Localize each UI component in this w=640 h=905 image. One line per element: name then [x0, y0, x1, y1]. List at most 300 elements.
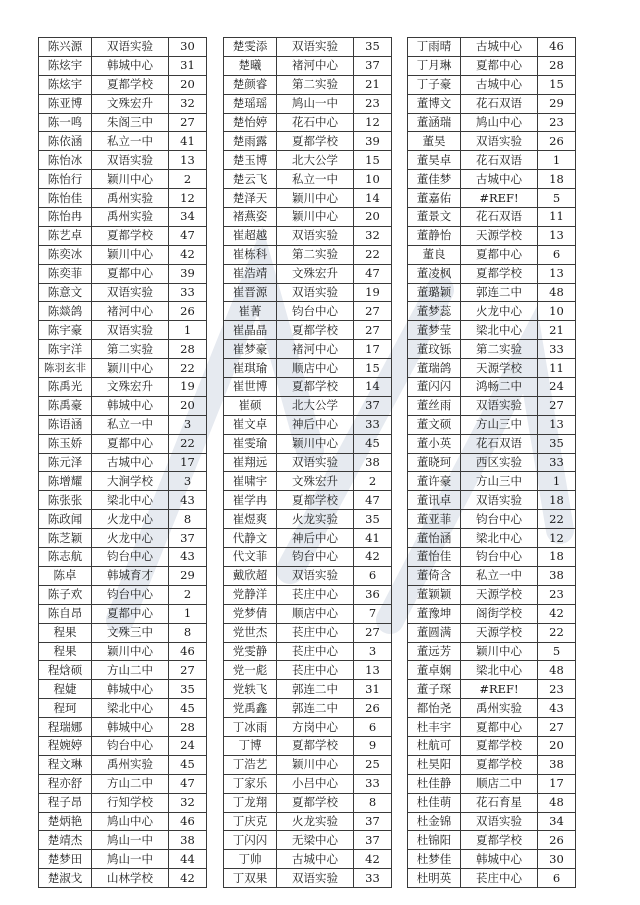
table-row	[224, 718, 392, 737]
school-cell: 西区实验	[461, 453, 538, 472]
number-cell: 2	[354, 472, 392, 491]
school-cell: 夏都学校	[277, 378, 354, 397]
student-name-cell: 董豫坤	[408, 604, 461, 623]
number-cell: 42	[538, 604, 576, 623]
school-cell: 双语实验	[277, 453, 354, 472]
table-row	[39, 718, 207, 737]
student-name-cell: 楚云飞	[224, 170, 277, 189]
student-name-cell: 楚雯添	[224, 38, 277, 57]
school-cell: 韩城中心	[92, 680, 169, 699]
school-cell: 鸿畅二中	[461, 378, 538, 397]
table-row	[408, 755, 576, 774]
school-cell: 韩城中心	[92, 718, 169, 737]
student-name-cell: 丁月琳	[408, 56, 461, 75]
number-cell: 8	[354, 793, 392, 812]
school-cell: 钧台中心	[277, 548, 354, 567]
table-row	[408, 132, 576, 151]
table-row	[39, 113, 207, 132]
table-row	[408, 434, 576, 453]
student-name-cell: 杜明英	[408, 869, 461, 888]
student-name-cell: 党一彪	[224, 661, 277, 680]
student-name-cell: 董丝雨	[408, 396, 461, 415]
school-cell: 颖川中心	[277, 755, 354, 774]
table-row	[224, 396, 392, 415]
number-cell: 24	[538, 378, 576, 397]
table-row	[224, 831, 392, 850]
student-name-cell: 程婕	[39, 680, 92, 699]
school-cell: 褚河中心	[277, 56, 354, 75]
table-row	[408, 661, 576, 680]
table-row	[408, 472, 576, 491]
table-row	[408, 415, 576, 434]
table-row	[39, 75, 207, 94]
student-name-cell: 董昊卓	[408, 151, 461, 170]
school-cell: 双语实验	[461, 491, 538, 510]
school-cell: 郭连二中	[461, 283, 538, 302]
number-cell: 17	[354, 340, 392, 359]
number-cell: 27	[354, 302, 392, 321]
school-cell: 花石双语	[461, 94, 538, 113]
school-cell: 私立一中	[461, 566, 538, 585]
number-cell: 29	[538, 94, 576, 113]
number-cell: 28	[538, 56, 576, 75]
student-name-cell: 楚淑戈	[39, 869, 92, 888]
number-cell: 1	[538, 472, 576, 491]
school-cell: 夏都学校	[461, 755, 538, 774]
school-cell: 夏都学校	[277, 321, 354, 340]
table-row	[408, 245, 576, 264]
school-cell: 颖川中心	[461, 642, 538, 661]
student-name-cell: 董景文	[408, 208, 461, 227]
school-cell: 双语实验	[277, 283, 354, 302]
student-name-cell: 杜锦阳	[408, 831, 461, 850]
number-cell: 33	[354, 415, 392, 434]
number-cell: 24	[169, 736, 207, 755]
table-row	[408, 264, 576, 283]
student-name-cell: 崔栋科	[224, 245, 277, 264]
number-cell: 17	[169, 453, 207, 472]
student-name-cell: 陈羽玄非	[39, 359, 92, 378]
number-cell: 26	[538, 132, 576, 151]
student-name-cell: 楚靖杰	[39, 831, 92, 850]
school-cell: 神后中心	[277, 529, 354, 548]
table-row	[224, 283, 392, 302]
table-row	[39, 208, 207, 227]
school-cell: 夏都学校	[277, 491, 354, 510]
school-cell: 梁北中心	[461, 661, 538, 680]
number-cell: 41	[354, 529, 392, 548]
school-cell: #REF!	[461, 189, 538, 208]
number-cell: 42	[354, 548, 392, 567]
student-name-cell: 都怡尧	[408, 699, 461, 718]
number-cell: 33	[354, 869, 392, 888]
number-cell: 32	[169, 793, 207, 812]
school-cell: 私立一中	[277, 170, 354, 189]
number-cell: 47	[354, 491, 392, 510]
table-row	[408, 585, 576, 604]
number-cell: 35	[169, 680, 207, 699]
school-cell: 双语实验	[461, 812, 538, 831]
table-row	[224, 170, 392, 189]
school-cell: 方岗中心	[277, 718, 354, 737]
number-cell: 17	[538, 774, 576, 793]
table-row	[224, 151, 392, 170]
school-cell: 古城中心	[277, 850, 354, 869]
number-cell: 9	[354, 736, 392, 755]
table-row	[224, 585, 392, 604]
table-row	[408, 680, 576, 699]
table-row	[408, 94, 576, 113]
school-cell: 禹州实验	[461, 699, 538, 718]
table-row	[408, 321, 576, 340]
student-name-cell: 董闪闪	[408, 378, 461, 397]
table-row	[408, 56, 576, 75]
number-cell: 13	[538, 226, 576, 245]
student-name-cell: 党梦倩	[224, 604, 277, 623]
school-cell: 颖川中心	[92, 245, 169, 264]
table-row	[39, 755, 207, 774]
number-cell: 13	[538, 415, 576, 434]
student-name-cell: 程瑞娜	[39, 718, 92, 737]
school-cell: 梁北中心	[461, 529, 538, 548]
student-name-cell: 董静怡	[408, 226, 461, 245]
school-cell: 双语实验	[277, 566, 354, 585]
school-cell: 火龙中心	[461, 302, 538, 321]
table-row	[39, 56, 207, 75]
number-cell: 39	[354, 132, 392, 151]
student-name-cell: 陈张张	[39, 491, 92, 510]
school-cell: 花石双语	[461, 151, 538, 170]
number-cell: 15	[354, 359, 392, 378]
student-name-cell: 陈禹豪	[39, 396, 92, 415]
number-cell: 1	[538, 151, 576, 170]
number-cell: 18	[538, 170, 576, 189]
student-name-cell: 丁浩艺	[224, 755, 277, 774]
number-cell: 33	[354, 774, 392, 793]
student-name-cell: 崔超越	[224, 226, 277, 245]
student-name-cell: 董凌枫	[408, 264, 461, 283]
student-name-cell: 陈兴源	[39, 38, 92, 57]
table-row	[39, 94, 207, 113]
school-cell: 夏都学校	[92, 226, 169, 245]
student-name-cell: 程果	[39, 642, 92, 661]
number-cell: 10	[538, 302, 576, 321]
school-cell: 夏都学校	[277, 132, 354, 151]
number-cell: 23	[538, 585, 576, 604]
table-row	[224, 56, 392, 75]
table-row	[39, 340, 207, 359]
number-cell: 33	[538, 340, 576, 359]
number-cell: 6	[538, 869, 576, 888]
student-name-cell: 陈政闻	[39, 510, 92, 529]
table-row	[224, 378, 392, 397]
student-name-cell: 陈依涵	[39, 132, 92, 151]
number-cell: 19	[169, 378, 207, 397]
school-cell: 文殊三中	[92, 623, 169, 642]
number-cell: 12	[169, 189, 207, 208]
school-cell: 火龙中心	[92, 510, 169, 529]
school-cell: 苌庄中心	[461, 869, 538, 888]
number-cell: 35	[538, 434, 576, 453]
school-cell: 北大公学	[277, 396, 354, 415]
table-row	[408, 812, 576, 831]
number-cell: 23	[354, 94, 392, 113]
number-cell: 30	[169, 38, 207, 57]
student-name-cell: 崔晶晶	[224, 321, 277, 340]
school-cell: #REF!	[461, 680, 538, 699]
school-cell: 北大公学	[277, 151, 354, 170]
table-row	[39, 793, 207, 812]
roster-table-column-2	[223, 37, 392, 888]
student-name-cell: 楚颜睿	[224, 75, 277, 94]
number-cell: 37	[354, 396, 392, 415]
number-cell: 34	[169, 208, 207, 227]
school-cell: 第二实验	[277, 245, 354, 264]
student-name-cell: 党轶飞	[224, 680, 277, 699]
student-name-cell: 杜昊阳	[408, 755, 461, 774]
school-cell: 方山三中	[461, 472, 538, 491]
number-cell: 3	[169, 472, 207, 491]
number-cell: 27	[354, 623, 392, 642]
school-cell: 韩城中心	[92, 56, 169, 75]
student-name-cell: 崔梦豪	[224, 340, 277, 359]
student-name-cell: 杜佳萌	[408, 793, 461, 812]
number-cell: 36	[354, 585, 392, 604]
number-cell: 46	[169, 812, 207, 831]
school-cell: 古城中心	[461, 38, 538, 57]
school-cell: 火龙实验	[277, 510, 354, 529]
school-cell: 古城中心	[92, 453, 169, 472]
school-cell: 朱阁三中	[92, 113, 169, 132]
number-cell: 28	[169, 340, 207, 359]
student-name-cell: 丁闪闪	[224, 831, 277, 850]
school-cell: 夏都学校	[277, 736, 354, 755]
table-row	[39, 226, 207, 245]
student-name-cell: 楚梦田	[39, 850, 92, 869]
number-cell: 13	[354, 661, 392, 680]
student-name-cell: 楚雨露	[224, 132, 277, 151]
number-cell: 3	[169, 415, 207, 434]
student-name-cell: 董佳梦	[408, 170, 461, 189]
school-cell: 梁北中心	[92, 699, 169, 718]
student-name-cell: 董涵瑞	[408, 113, 461, 132]
table-row	[39, 661, 207, 680]
number-cell: 20	[169, 75, 207, 94]
student-name-cell: 程亦舒	[39, 774, 92, 793]
school-cell: 夏都学校	[461, 736, 538, 755]
school-cell: 顺店中心	[277, 604, 354, 623]
table-row	[408, 189, 576, 208]
student-name-cell: 董倚含	[408, 566, 461, 585]
table-row	[39, 491, 207, 510]
school-cell: 火龙实验	[277, 812, 354, 831]
table-row	[408, 208, 576, 227]
student-name-cell: 崔晋源	[224, 283, 277, 302]
student-name-cell: 杜梦佳	[408, 850, 461, 869]
student-name-cell: 党禹鑫	[224, 699, 277, 718]
table-row	[224, 302, 392, 321]
school-cell: 钧台中心	[92, 736, 169, 755]
student-name-cell: 程果	[39, 623, 92, 642]
table-row	[408, 566, 576, 585]
student-name-cell: 陈怡冉	[39, 208, 92, 227]
school-cell: 夏都学校	[461, 831, 538, 850]
student-name-cell: 杜航可	[408, 736, 461, 755]
table-row	[39, 604, 207, 623]
student-name-cell: 董亚菲	[408, 510, 461, 529]
number-cell: 31	[354, 680, 392, 699]
number-cell: 19	[354, 283, 392, 302]
school-cell: 古城中心	[461, 75, 538, 94]
student-name-cell: 党雯静	[224, 642, 277, 661]
number-cell: 42	[169, 869, 207, 888]
number-cell: 14	[354, 189, 392, 208]
student-name-cell: 程文琳	[39, 755, 92, 774]
number-cell: 13	[538, 264, 576, 283]
number-cell: 12	[354, 113, 392, 132]
table-row	[39, 585, 207, 604]
table-row	[408, 302, 576, 321]
number-cell: 44	[169, 850, 207, 869]
table-row	[39, 680, 207, 699]
student-name-cell: 楚玉博	[224, 151, 277, 170]
number-cell: 20	[538, 736, 576, 755]
number-cell: 39	[169, 264, 207, 283]
number-cell: 45	[169, 755, 207, 774]
student-name-cell: 楚怡婷	[224, 113, 277, 132]
student-name-cell: 代文菲	[224, 548, 277, 567]
number-cell: 43	[538, 699, 576, 718]
table-row	[39, 699, 207, 718]
number-cell: 27	[538, 718, 576, 737]
number-cell: 30	[538, 850, 576, 869]
student-name-cell: 董梦蕊	[408, 302, 461, 321]
table-row	[224, 226, 392, 245]
table-row	[408, 736, 576, 755]
school-cell: 钧台中心	[461, 548, 538, 567]
table-row	[408, 774, 576, 793]
school-cell: 双语实验	[92, 151, 169, 170]
number-cell: 42	[354, 850, 392, 869]
number-cell: 32	[354, 226, 392, 245]
table-row	[408, 396, 576, 415]
number-cell: 6	[538, 245, 576, 264]
number-cell: 45	[169, 699, 207, 718]
school-cell: 文殊宏升	[277, 472, 354, 491]
roster-table-column-1	[38, 37, 207, 888]
number-cell: 22	[538, 510, 576, 529]
table-row	[39, 378, 207, 397]
table-row	[39, 283, 207, 302]
school-cell: 鸠山中心	[92, 812, 169, 831]
school-cell: 颖川中心	[277, 189, 354, 208]
student-name-cell: 陈炫宇	[39, 56, 92, 75]
number-cell: 31	[169, 56, 207, 75]
student-name-cell: 楚炳艳	[39, 812, 92, 831]
student-name-cell: 代静文	[224, 529, 277, 548]
table-row	[224, 415, 392, 434]
number-cell: 20	[354, 208, 392, 227]
number-cell: 42	[169, 245, 207, 264]
table-row	[39, 774, 207, 793]
table-row	[224, 472, 392, 491]
school-cell: 顺店中心	[277, 359, 354, 378]
number-cell: 38	[538, 566, 576, 585]
student-name-cell: 楚泽天	[224, 189, 277, 208]
student-name-cell: 崔琪瑜	[224, 359, 277, 378]
student-name-cell: 陈卓	[39, 566, 92, 585]
student-name-cell: 董梦莹	[408, 321, 461, 340]
student-name-cell: 崔啸宇	[224, 472, 277, 491]
school-cell: 夏都中心	[461, 718, 538, 737]
school-cell: 夏都中心	[92, 604, 169, 623]
student-name-cell: 董讯卓	[408, 491, 461, 510]
number-cell: 22	[169, 434, 207, 453]
table-row	[39, 434, 207, 453]
number-cell: 32	[169, 94, 207, 113]
table-row	[408, 113, 576, 132]
school-cell: 夏都中心	[92, 434, 169, 453]
number-cell: 6	[354, 718, 392, 737]
table-row	[408, 340, 576, 359]
student-name-cell: 程珂	[39, 699, 92, 718]
table-row	[224, 510, 392, 529]
table-row	[39, 245, 207, 264]
school-cell: 第二实验	[277, 75, 354, 94]
student-name-cell: 丁双果	[224, 869, 277, 888]
student-name-cell: 董昊	[408, 132, 461, 151]
school-cell: 韩城中心	[461, 850, 538, 869]
school-cell: 天源学校	[461, 585, 538, 604]
number-cell: 22	[538, 623, 576, 642]
student-name-cell: 陈禹光	[39, 378, 92, 397]
table-row	[408, 359, 576, 378]
school-cell: 方山二中	[92, 661, 169, 680]
student-name-cell: 陈奕菲	[39, 264, 92, 283]
school-cell: 双语实验	[92, 321, 169, 340]
school-cell: 韩城中心	[92, 396, 169, 415]
number-cell: 13	[169, 151, 207, 170]
number-cell: 46	[169, 642, 207, 661]
number-cell: 29	[169, 566, 207, 585]
number-cell: 1	[169, 604, 207, 623]
table-row	[408, 869, 576, 888]
number-cell: 48	[538, 283, 576, 302]
student-name-cell: 董卓娴	[408, 661, 461, 680]
school-cell: 禹州实验	[92, 189, 169, 208]
school-cell: 鸠山中心	[461, 113, 538, 132]
number-cell: 34	[538, 812, 576, 831]
school-cell: 夏都中心	[461, 56, 538, 75]
number-cell: 2	[169, 170, 207, 189]
table-row	[408, 529, 576, 548]
school-cell: 文殊宏升	[277, 264, 354, 283]
table-row	[224, 245, 392, 264]
school-cell: 花石双语	[461, 434, 538, 453]
number-cell: 20	[169, 396, 207, 415]
school-cell: 褚河中心	[92, 302, 169, 321]
student-name-cell: 丁龙翔	[224, 793, 277, 812]
number-cell: 28	[169, 718, 207, 737]
table-row	[39, 189, 207, 208]
school-cell: 私立一中	[92, 415, 169, 434]
table-row	[39, 850, 207, 869]
student-name-cell: 董璐颖	[408, 283, 461, 302]
table-row	[224, 321, 392, 340]
number-cell: 22	[354, 245, 392, 264]
school-cell: 韩城育才	[92, 566, 169, 585]
student-name-cell: 陈志航	[39, 548, 92, 567]
